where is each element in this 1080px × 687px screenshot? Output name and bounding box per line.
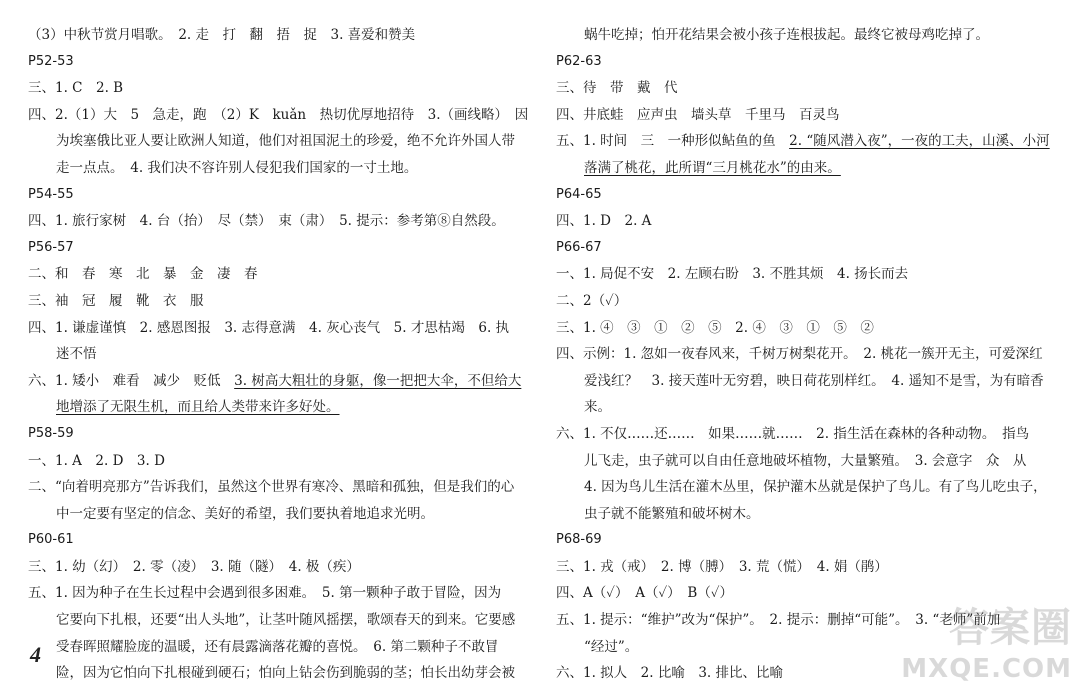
answer-text: 六、1. 矮小 难看 减少 贬低 xyxy=(28,372,235,389)
answer-text: 它要向下扎根，还要“出人头地”，让茎叶随风摇摆，歌颂春天的到来。它要感 xyxy=(56,612,516,629)
answer-line xyxy=(28,368,528,395)
page-range-heading xyxy=(28,182,528,209)
answer-line xyxy=(556,341,1056,368)
answer-text: 来。 xyxy=(584,399,611,416)
answer-text: 蜗牛吃掉；怕开花结果会被小孩子连根拔起。最终它被母鸡吃掉了。 xyxy=(584,27,989,43)
page-range-heading xyxy=(28,235,528,262)
answer-line xyxy=(28,155,528,182)
answer-text: 五、1. 提示：“维护”改为“保护”。 2. 提示：删掉“可能”。 3. “老师”前加 xyxy=(556,612,1001,629)
answer-text: 四、2.（1）大 5 急走，跑 （2）K kuǎn 热切优厚地招待 3.（画线略） 因 xyxy=(28,106,529,123)
right-column xyxy=(556,22,1056,687)
answer-text: 虫子就不能繁殖和破坏树木。 xyxy=(584,505,760,522)
underlined-answer-text: 3. 树高大粗壮的身躯，像一把把大伞，不但给大 xyxy=(234,372,522,389)
answer-text: 迷不悟 xyxy=(56,346,97,363)
answer-text: 四、示例：1. 忽如一夜春风来，千树万树梨花开。 2. 桃花一簇开无主，可爱深红 xyxy=(556,346,1043,363)
answer-line xyxy=(28,102,528,129)
answer-text: 二、“向着明亮那方”告诉我们，虽然这个世界有寒冷、黑暗和孤独，但是我们的心 xyxy=(28,479,515,496)
answer-line xyxy=(28,288,528,315)
answer-line xyxy=(28,75,528,102)
answer-text: P68-69 xyxy=(556,532,602,548)
answer-text: P54-55 xyxy=(28,186,74,202)
answer-line xyxy=(556,128,1056,155)
answer-text: 受春晖照耀脸庞的温暖，还有晨露滴落花瓣的喜悦。 6. 第二颗种子不敢冒 xyxy=(56,638,499,655)
left-column xyxy=(28,22,528,687)
answer-text: P52-53 xyxy=(28,53,74,69)
answer-line xyxy=(556,448,1056,475)
answer-text: P56-57 xyxy=(28,239,74,255)
underlined-answer-text: 地增添了无限生机，而且给人类带来许多好处。 xyxy=(56,399,340,416)
answer-line xyxy=(28,634,528,661)
answer-text: 五、1. 时间 三 一种形似鲇鱼的鱼 xyxy=(556,133,790,150)
answer-text: 五、1. 因为种子在生长过程中会遇到很多困难。 5. 第一颗种子敢于冒险，因为 xyxy=(28,585,502,602)
answer-text: 中一定要有坚定的信念、美好的希望，我们要执着地追求光明。 xyxy=(56,505,434,522)
answer-text: 三、袖 冠 履 靴 衣 服 xyxy=(28,292,204,309)
answer-text: 三、1. ④ ③ ① ② ⑤ 2. ④ ③ ① ⑤ ② xyxy=(556,319,874,336)
answer-line xyxy=(556,261,1056,288)
answer-line xyxy=(28,501,528,528)
answer-line xyxy=(28,341,528,368)
answer-line xyxy=(28,660,528,687)
answer-text: 三、1. C 2. B xyxy=(28,80,124,97)
answer-line xyxy=(556,368,1056,395)
page-number: 4 xyxy=(30,642,41,667)
page-range-heading xyxy=(556,235,1056,262)
answer-text: 四、A（✓） A（✓） B（✓） xyxy=(556,585,734,602)
page-range-heading xyxy=(28,527,528,554)
watermark-logo xyxy=(876,596,1076,684)
answer-text: “经过”。 xyxy=(584,638,639,655)
answer-text: 三、1. 幼（幻） 2. 零（凌） 3. 随（隧） 4. 极（疾） xyxy=(28,558,360,575)
answer-line xyxy=(556,501,1056,528)
answer-text: 4. 因为鸟儿生活在灌木丛里，保护灌木丛就是保护了鸟儿。有了鸟儿吃虫子， xyxy=(584,479,1047,496)
answer-text: 四、1. D 2. A xyxy=(556,213,652,230)
answer-text: 二、2（✓） xyxy=(556,292,628,309)
answer-text: 三、1. 戎（戒） 2. 博（膊） 3. 荒（慌） 4. 娟（鹃） xyxy=(556,558,888,575)
answer-line xyxy=(556,554,1056,581)
watermark-bottom-text: MXQE.COM xyxy=(901,654,1072,684)
answer-line xyxy=(556,315,1056,342)
answer-line xyxy=(556,288,1056,315)
answer-line xyxy=(28,448,528,475)
watermark-top-text: 答案圈 xyxy=(949,605,1072,651)
answer-text: P58-59 xyxy=(28,425,74,441)
answer-line xyxy=(556,22,1056,49)
answer-line xyxy=(28,474,528,501)
answer-text: 一、1. A 2. D 3. D xyxy=(28,452,165,469)
answer-line xyxy=(556,102,1056,129)
answer-line xyxy=(28,128,528,155)
page-range-heading xyxy=(28,49,528,76)
answer-text: 四、1. 谦虚谨慎 2. 感恩图报 3. 志得意满 4. 灰心丧气 5. 才思枯竭 6. 执 xyxy=(28,319,510,336)
answer-line xyxy=(556,75,1056,102)
answer-line xyxy=(28,315,528,342)
answer-line xyxy=(556,421,1056,448)
underlined-answer-text: 落满了桃花，此所谓“三月桃花水”的由来。 xyxy=(584,159,841,176)
answer-text: 三、待 带 戴 代 xyxy=(556,80,678,97)
page-range-heading xyxy=(556,49,1056,76)
answer-line xyxy=(556,394,1056,421)
answer-text: （3）中秋节赏月唱歌。 2. 走 打 翻 捂 捉 3. 喜爱和赞美 xyxy=(28,27,416,43)
answer-text: 一、1. 局促不安 2. 左顾右盼 3. 不胜其烦 4. 扬长而去 xyxy=(556,266,909,283)
answer-text: 险，因为它怕向下扎根碰到硬石；怕向上钻会伤到脆弱的茎；怕长出幼芽会被 xyxy=(56,665,515,682)
page-range-heading xyxy=(556,527,1056,554)
underlined-answer-text: 2. “随风潜入夜”，一夜的工夫，山溪、小河 xyxy=(789,133,1050,150)
answer-text: P60-61 xyxy=(28,532,74,548)
answer-text: 二、和 春 寒 北 暴 金 凄 春 xyxy=(28,266,258,283)
answer-line xyxy=(28,261,528,288)
page-range-heading xyxy=(28,421,528,448)
answer-text: 六、1. 不仅……还…… 如果……就…… 2. 指生活在森林的各种动物。 指鸟 xyxy=(556,425,1030,442)
answer-text: 走一点点。 4. 我们决不容许别人侵犯我们国家的一寸土地。 xyxy=(56,159,418,176)
answer-text: 爱浅红？ 3. 接天莲叶无穷碧，映日荷花别样红。 4. 遥知不是雪，为有暗香 xyxy=(584,372,1044,389)
answer-text: 六、1. 拟人 2. 比喻 3. 排比、比喻 xyxy=(556,665,784,682)
answer-line xyxy=(28,607,528,634)
answer-text: 为埃塞俄比亚人要让欧洲人知道，他们对祖国泥土的珍爱，绝不允许外国人带 xyxy=(56,133,515,150)
answer-text: 儿飞走，虫子就可以自由任意地破坏植物，大量繁殖。 3. 会意字 众 从 xyxy=(584,452,1027,469)
answer-text: 四、井底蛙 应声虫 墙头草 千里马 百灵鸟 xyxy=(556,106,840,123)
answer-line xyxy=(556,208,1056,235)
answer-text: P66-67 xyxy=(556,239,602,255)
answer-text: P62-63 xyxy=(556,53,602,69)
answer-text: 四、1. 旅行家树 4. 台（抬） 尽（禁） 束（肃） 5. 提示：参考第⑧自然段。 xyxy=(28,213,505,230)
answer-line xyxy=(28,208,528,235)
answer-line xyxy=(556,155,1056,182)
answer-line xyxy=(28,394,528,421)
answer-line xyxy=(28,554,528,581)
answer-text: P64-65 xyxy=(556,186,602,202)
answer-line xyxy=(28,580,528,607)
answer-line xyxy=(556,474,1056,501)
answer-line xyxy=(28,22,528,49)
page-range-heading xyxy=(556,182,1056,209)
